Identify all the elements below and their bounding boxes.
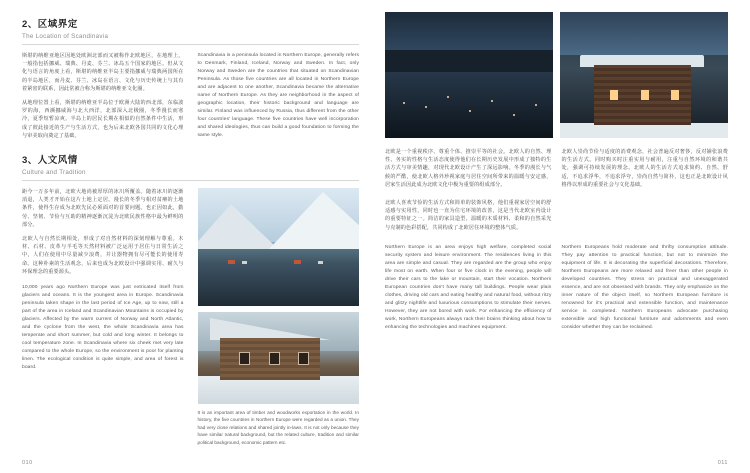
right-cn-columns-lower [385, 199, 728, 232]
paragraph-cn: 北欧人喜欢节俭的生活方式和简单的装饰风格，他们重视家居空间的舒适感与实用性，同时也一直为住宅环境的改善，这是当代北欧室内设计的重要特征之一。简洁的家具造型、温暖的木质材料、柔和的自然采光与克制的色彩搭配，共同构成了北欧居住环境的整体气质。 [385, 200, 552, 231]
culture-image-column [198, 188, 360, 446]
paragraph-cn: 距今一万多年前，北欧大地尚被厚厚的冰川所覆盖。随着冰川的逐渐消退，人类才开始在这片土地上定居。漫长的冬季与相对贫瘠的土地条件，使得生存成为北欧先民必须面对的首要问题。也正因如此，勤劳、坚韧、节俭与互助的精神逐渐沉淀为北欧民族性格中最为鲜明的部分。 [22, 189, 184, 228]
right-page [375, 0, 750, 473]
section-title-cn: 2、区域界定 [22, 19, 78, 30]
paragraph-cn: 斯堪的纳维亚地区因地处欧洲北部而又被称作北欧地区，在地理上，一般指包括挪威、瑞典、丹麦、芬兰、冰岛五个国家的地区。但从文化与语言的角度上看，斯堪的纳维亚半岛主要指挪威与瑞典两国所在的半岛地区，而丹麦、芬兰、冰岛在语言、文化与历史传统上与其有着紧密的联系，因此常被合称为斯堪的纳维亚文化圈。 [22, 53, 184, 92]
culture-block [22, 188, 359, 446]
paragraph-cn: 北欧人崇尚节俭与适度的消费观念，社会普遍反对奢侈，反对铺张浪费的生活方式。同时购买时注重实用与耐用，注重与自然环境的和谐共处，强调可持续发展的理念。北欧人的生活方式追求简约、自然、舒适，不追求浮华，不追求浮夸，崇尚自然与简朴，这也正是北欧设计风格得以形成的重要社会与文化基础。 [561, 149, 728, 188]
paragraph-en: Scandinavia is a peninsula located in Northern Europe, generally refers to Denmark, Finland, Iceland, Norway and Sweden. In fact, only Norway and Sweden are the countries that situated on Scandinavian Peninsula. As those five countries are all located in Northern Europe and are adjacent to one another, Scandinavia became the alternative name of Northern Europe. As they are neighborhood in the aspect of geographic location, their historic background and language are similar. Finland was influenced by Russia, thus different from the other four countries' language. These five countries have well incorporation and shared ideologies, thus can build a good foundation to forming the same style. [197, 53, 359, 138]
section-heading-culture [22, 154, 359, 181]
right-en-columns [385, 244, 728, 332]
location-text-block [22, 52, 359, 140]
heading-rule [22, 44, 359, 45]
culture-text-column [22, 188, 184, 446]
paragraph-en: Northern Europeans hold moderate and thrifty consumption attitude. They pay attention to practical function, but not to minimize the equipment of life. It is decorating the superficial decorations. Therefore, Northern Europeans are more relaxed and freer than other people in developed countries. They stress on practical and unexaggerated essence, and are not obsessed with brands. They only emphasize on the inner nature of the object itself, so Northern European furniture is renowned for it's practical and extensible function, and maintenance service is completed. Northern Europeans advocate purchasing extensible and high functional furniture and adornments and even consider whether they can be reclaimed. [561, 244, 728, 330]
paragraph-cn: 北欧人与自然长期相处，形成了对自然材料的深刻理解与尊重。木材、石材、皮革与羊毛等天然材料被广泛运用于居住与日常生活之中，人们在使用中尽量减少浪费，并让器物拥有尽可能长的使用寿命。这种朴素的生活观念，后来也成为北欧设计中强调实用、耐久与环保理念的重要源头。 [22, 236, 184, 275]
heading-rule [22, 180, 359, 181]
page-number-right: 011 [717, 460, 728, 466]
paragraph-en: Northern Europe is an area enjoys high welfare, completed social security system and leisure environment. The residences living in this area are simple and casual. They are regarded are the group who enjoy life most on earth. When four or five clock in the evening, people will drive their cars to the lake or mountain, start their vocation. Northern European countries don't have many tall buildings. People wear plain clothes, driving old cars and eating healthy and natural food, without ritzy and glitzy nightlife and luxurious consumptions to stimulate their nerves. However, they are not bored with work. For enhancing the efficiency of work, Northern Europeans always rack their brains thinking about how to enhancing the technologies and machines equipment. [385, 244, 552, 330]
section-title-en: The Location of Scandinavia [22, 33, 109, 40]
page-number-left: 010 [22, 460, 33, 466]
paragraph-en: 10,000 years ago Northern Europe was just extricated itself from glaciers and oceans. It is the youngest area in Europe. Scandinavia peninsula taken shape in the last period of Ice Age, up to now, still a part of the area in Iceland and Scandinavian Mountains is occupied by glaciers. Affected by the warm current of Norway and North Atlantic, and the cyclone from the west, the whole Scandinavia area has temperate and short summer, but cold and long winter. It belongs to cool temperature zone. In Scandinavia where six cheek met very late compared to the whole Europe, so the environment is poor for planting linen. The ecological condition is quite simple, and area of forest is board. [22, 285, 184, 371]
village-winter-photo [385, 12, 553, 138]
timber-cabin-photo [560, 12, 728, 138]
fjord-mountain-photo [198, 188, 360, 306]
right-cn-columns [385, 148, 728, 189]
photo-caption: It is an important area of timber and woodworks exportation in the world. In history, the five countries in Northern Europe were regarded as a union. They had very close relations and shared jointly in-laws. It is not only because they have similar natural background, but the related culture, tradition and similar political background, economic pattern etc. [197, 410, 359, 445]
right-photo-row [385, 12, 728, 138]
section-heading-location [22, 18, 359, 45]
section-title-cn: 3、人文风情 [22, 155, 78, 167]
paragraph-cn: 北欧是一个重视秩序、尊重个体、推崇平等的社会。北欧人的自然、理性、务实的性格与生活态度使得他们在长期历史发展中形成了独特的生活方式与审美情趣，对现代北欧设计产生了深远影响。冬季的漫长与气候的严酷，使北欧人格外珍视家庭与居住空间所带来的温暖与安定感，居家生活因此成为北欧文化中极为重要的组成部分。 [385, 149, 552, 188]
timber-house-photo [198, 312, 360, 404]
section-title-en: Culture and Tradition [22, 169, 86, 177]
paragraph-cn: 从地理位置上看，斯堪的纳维亚半岛位于欧洲大陆的西北部，东临波罗的海，西濒挪威海与北大西洋，北部深入北极圈，冬季漫长而寒冷，夏季短暂凉爽。半岛上的居民长期在相似的自然条件中生活，形成了彼此接近的生产与生活方式，也为后来北欧各国共同的文化心理与审美取向奠定了基础。 [22, 100, 184, 139]
